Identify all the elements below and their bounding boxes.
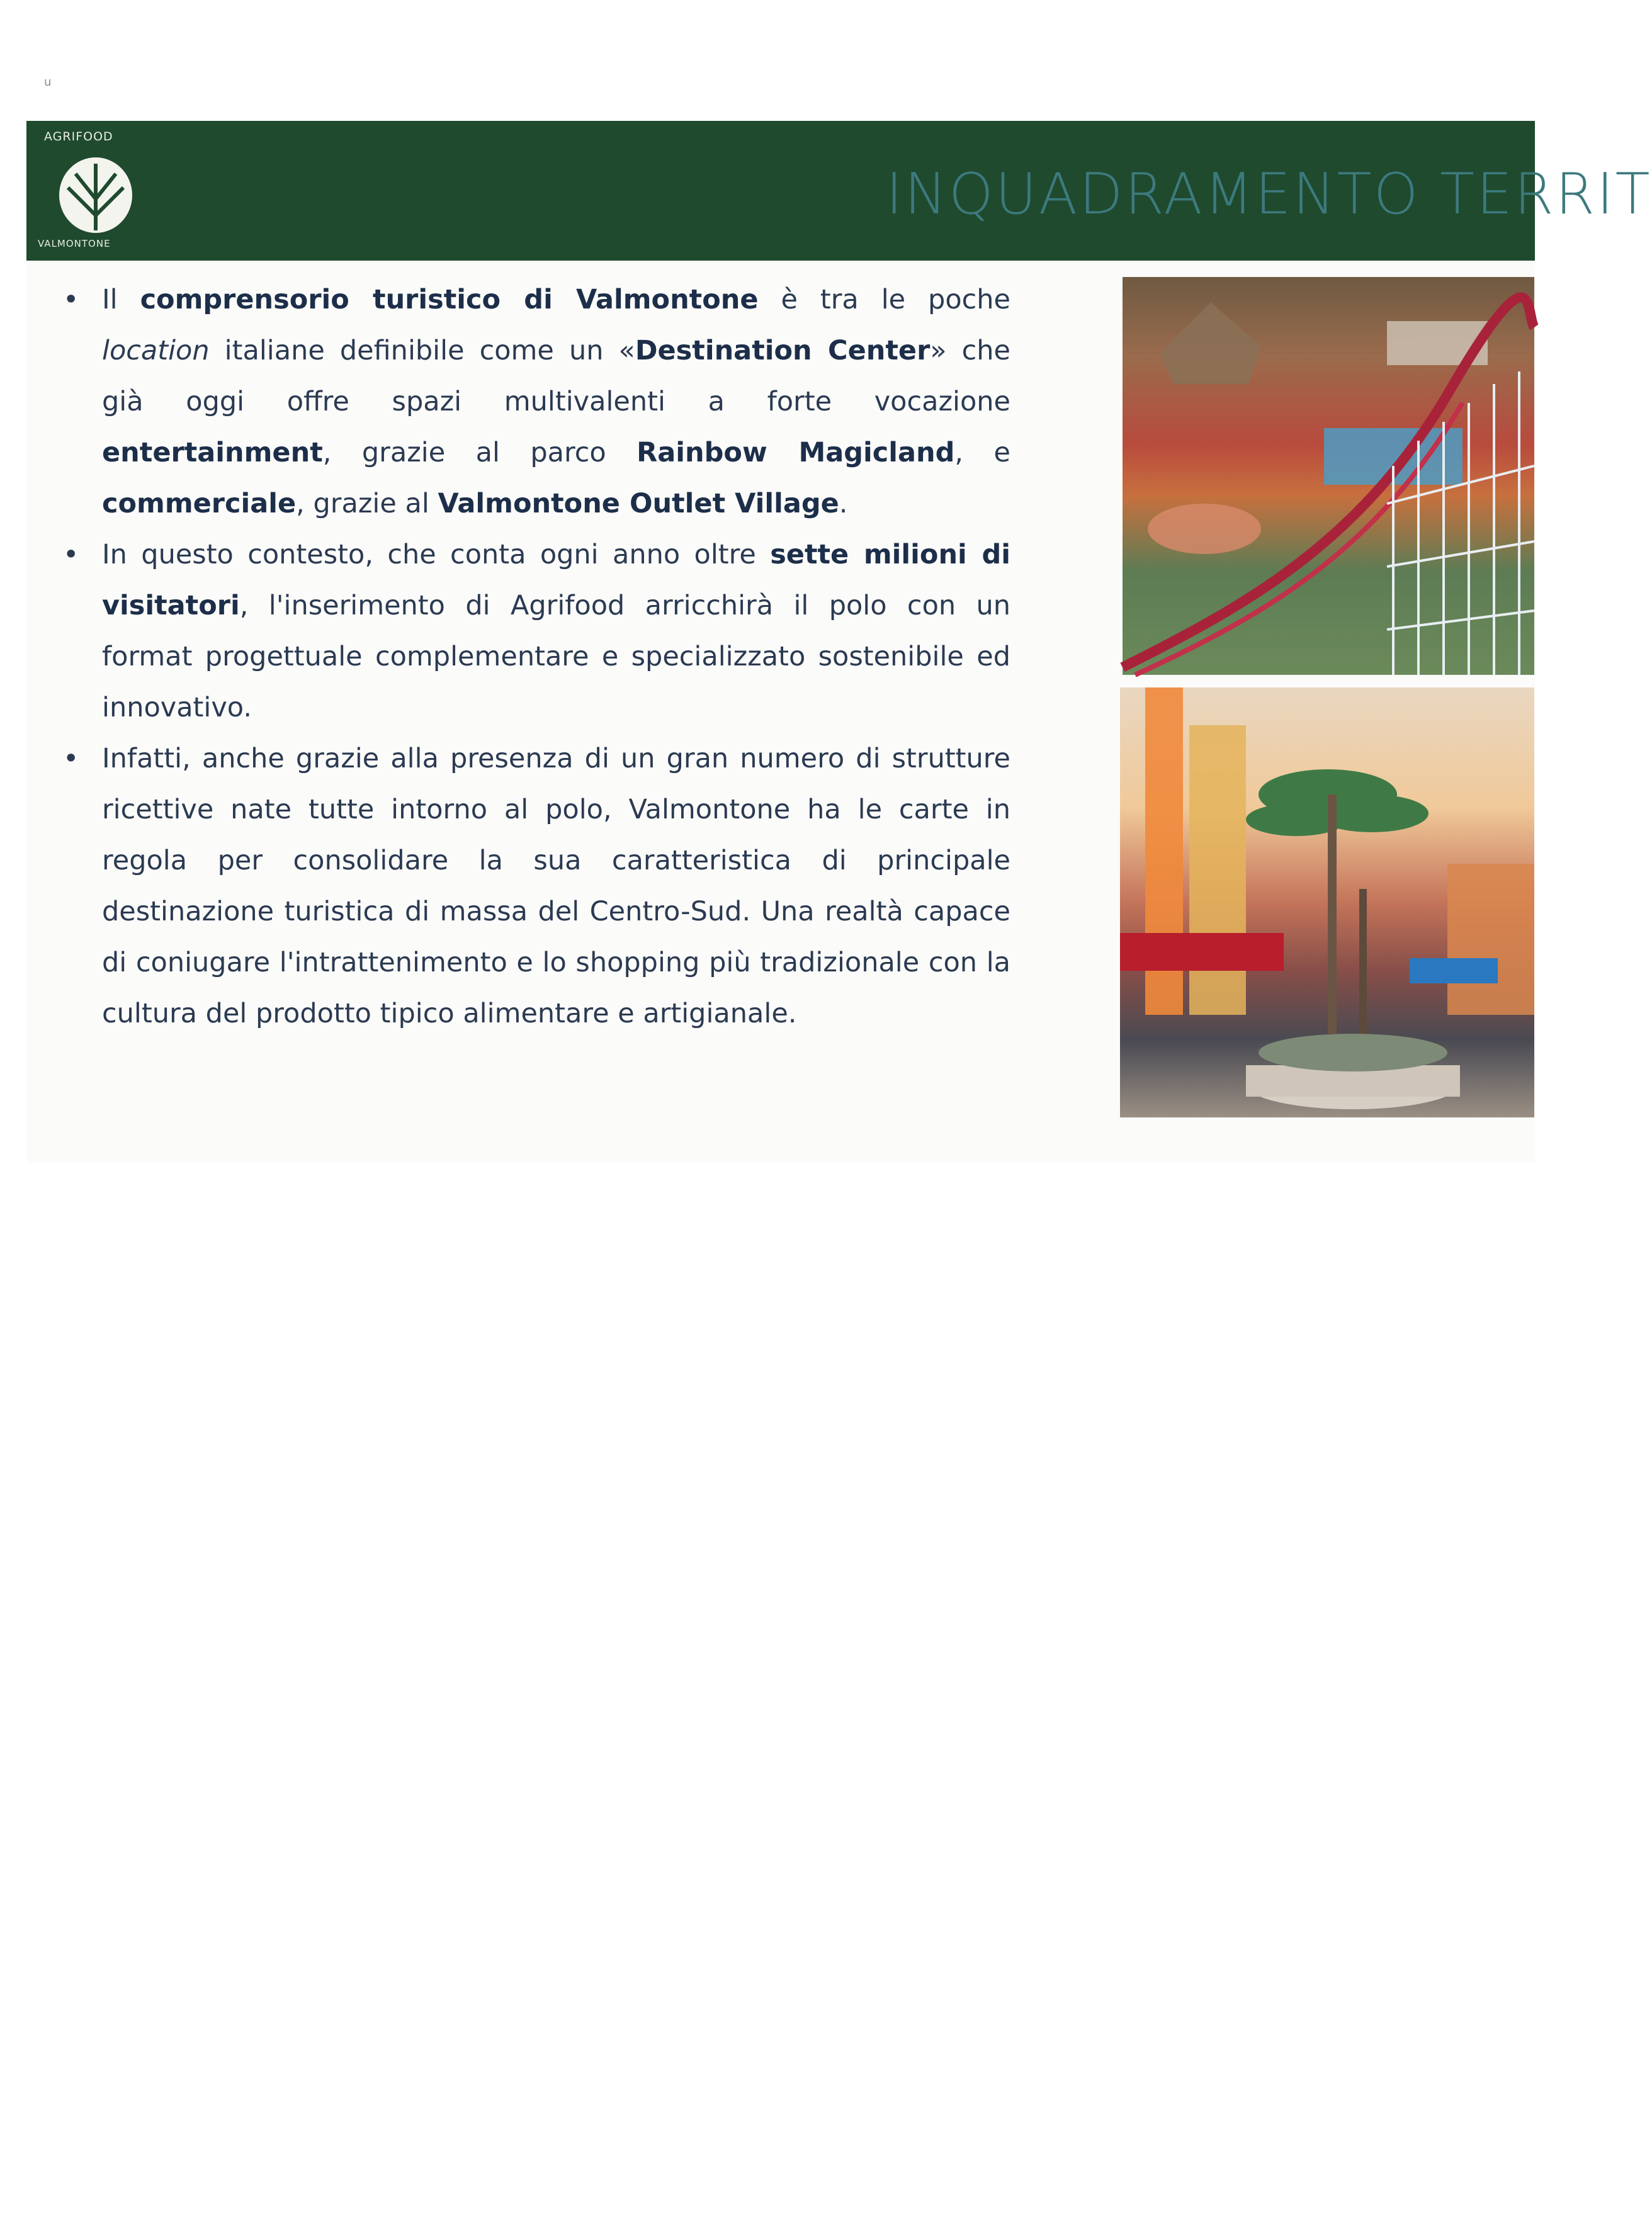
theme-park-illustration (1123, 277, 1534, 675)
bullet-text-bold: commerciale (102, 488, 297, 519)
bullet-text: è tra le poche (758, 284, 1010, 315)
bullet-item-tourism (63, 733, 1010, 1039)
bullet-text-bold: entertainment (102, 437, 323, 468)
bullet-text: . (839, 488, 848, 519)
page-title: INQUADRAMENTO TERRIT (886, 161, 1652, 227)
logo-text-top: AGRIFOOD (44, 130, 113, 144)
agrifood-logo (38, 130, 157, 253)
bullet-text-italic: location (102, 335, 210, 366)
bullet-text: Il (102, 284, 140, 315)
bullet-text: , l'inserimento di Agrifood arricchirà il polo con un format progettuale complementare e specializzato sostenibile ed innovativo. (102, 590, 1010, 723)
bullet-item-visitors (63, 529, 1010, 733)
slide (26, 121, 1652, 1163)
bullet-text: , grazie al parco (322, 437, 637, 468)
bullet-text-bold: Valmontone Outlet Village (438, 488, 839, 519)
bullet-text: Infatti, anche grazie alla presenza di un gran numero di strutture ricettive nate tutte intorno al polo, Valmontone ha le carte in regola per consolidare la sua caratteristica di principale destinazione turistica di massa del Centro-Sud. Una realtà capace di coniugare l'intrattenimento e lo shopping più tradizionale con la cultura del prodotto tipico alimentare e artigianale. (102, 743, 1010, 1029)
theme-park-photo (1123, 277, 1534, 675)
bullet-text-bold: sette milioni di visitatori (102, 539, 1010, 621)
outlet-village-illustration (1120, 687, 1534, 1117)
bullet-text: In questo contesto, che conta ogni anno oltre (102, 539, 771, 570)
header-band (26, 121, 1652, 261)
bullet-text-bold: comprensorio turistico di Valmontone (140, 284, 759, 315)
scan-mark: u (44, 76, 52, 89)
outlet-village-photo (1120, 687, 1534, 1117)
bullet-text: , e (954, 437, 1010, 468)
bullet-text-bold: Destination Center (635, 335, 931, 366)
logo-text-bottom: VALMONTONE (38, 238, 111, 249)
bullet-list (63, 274, 1010, 1039)
bullet-text: italiane definibile come un « (209, 335, 635, 366)
bullet-text-bold: Rainbow Magicland (636, 437, 955, 468)
leaf-logo-icon (57, 155, 135, 235)
bullet-text: » che già oggi offre spazi multivalenti a forte vocazione (102, 335, 1010, 417)
bullet-text: , grazie al (296, 488, 438, 519)
bullet-item-destination-center (63, 274, 1010, 529)
